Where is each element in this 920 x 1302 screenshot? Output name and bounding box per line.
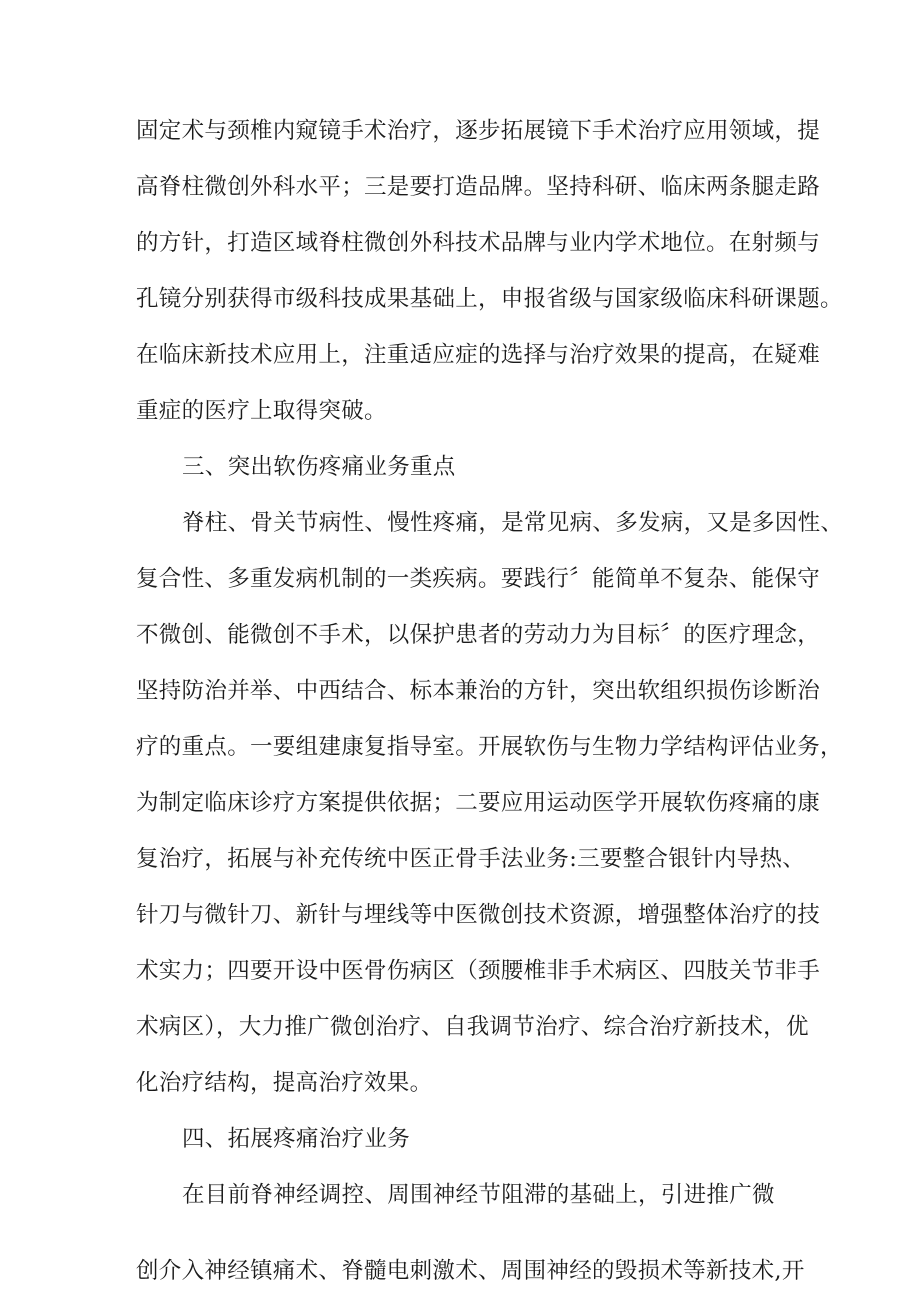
paragraph-line: 高脊柱微创外科水平；三是要打造品牌。坚持科研、临床两条腿走路 (136, 174, 821, 200)
paragraph-line: 孔镜分别获得市级科技成果基础上，申报省级与国家级临床科研课题。 (136, 286, 843, 312)
paragraph-line: 疗的重点。一要组建康复指导室。开展软伤与生物力学结构评估业务， (136, 734, 843, 760)
section-heading-4: 四、拓展疼痛治疗业务 (182, 1126, 411, 1152)
paragraph-line: 术病区），大力推广微创治疗、自我调节治疗、综合治疗新技术，优 (136, 1014, 809, 1040)
paragraph-line: 重症的医疗上取得突破。 (136, 398, 387, 424)
paragraph-line: 不微创、能微创不手术，以保护患者的劳动力为目标〞的医疗理念， (136, 622, 821, 648)
paragraph-line: 的方针，打造区域脊柱微创外科技术品牌与业内学术地位。在射频与 (136, 230, 821, 256)
paragraph-line: 在目前脊神经调控、周围神经节阻滞的基础上，引进推广微 (182, 1182, 775, 1208)
paragraph-line: 术实力；四要开设中医骨伤病区（颈腰椎非手术病区、四肢关节非手 (136, 958, 821, 984)
paragraph-line: 坚持防治并举、中西结合、标本兼治的方针，突出软组织损伤诊断治 (136, 678, 821, 704)
paragraph-line: 脊柱、骨关节病性、慢性疼痛，是常见病、多发病，又是多因性、 (182, 510, 844, 536)
paragraph-line: 复治疗，拓展与补充传统中医正骨手法业务:三要整合银针内导热、 (136, 846, 806, 872)
paragraph-line: 创介入神经镇痛术、脊髓电刺激术、周围神经的毁损术等新技术,开 (136, 1258, 805, 1284)
paragraph-line: 固定术与颈椎内窥镜手术治疗，逐步拓展镜下手术治疗应用领域，提 (136, 118, 821, 144)
section-heading-3: 三、突出软伤疼痛业务重点 (182, 454, 456, 480)
paragraph-line: 化治疗结构，提高治疗效果。 (136, 1070, 433, 1096)
paragraph-line: 为制定临床诊疗方案提供依据；二要应用运动医学开展软伤疼痛的康 (136, 790, 821, 816)
paragraph-line: 在临床新技术应用上，注重适应症的选择与治疗效果的提高，在疑难 (136, 342, 821, 368)
paragraph-line: 针刀与微针刀、新针与埋线等中医微创技术资源，增强整体治疗的技 (136, 902, 821, 928)
paragraph-line: 复合性、多重发病机制的一类疾病。要践行〞能简单不复杂、能保守 (136, 566, 821, 592)
